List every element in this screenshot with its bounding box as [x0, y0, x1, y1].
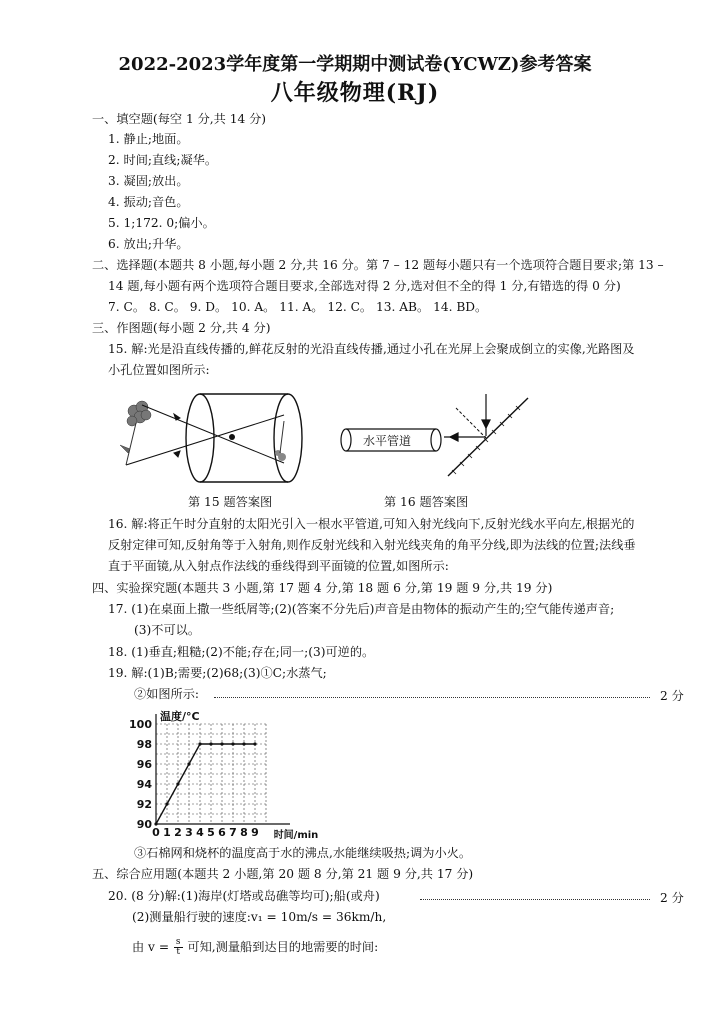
q16-text-1: 16. 解:将正午时分直射的太阳光引入一根水平管道,可知入射光线向下,反射光线水平向左,根据光的: [108, 517, 635, 531]
temperature-chart: [126, 708, 330, 840]
q19-score: 2 分: [660, 689, 684, 703]
x-tick-label: 8: [240, 826, 248, 839]
x-tick-label: 5: [207, 826, 215, 839]
q19-dot-leader: [214, 697, 650, 698]
q20-frac-num: s: [175, 937, 181, 947]
answer-1: 1. 静止;地面。: [108, 132, 189, 146]
answer-4: 4. 振动;音色。: [108, 195, 189, 209]
q17-text-2: (3)不可以。: [134, 623, 201, 637]
q16-text-3: 直于平面镜,从入射点作法线的垂线得到平面镜的位置,如图所示:: [108, 559, 449, 573]
y-tick-label: 92: [136, 798, 152, 811]
flower-icon: [120, 401, 151, 465]
q20-formula-lead: 由 v =: [132, 940, 170, 954]
q19-text-2: ②如图所示:: [134, 687, 200, 701]
inverted-image-icon: [275, 421, 286, 461]
answer-3: 3. 凝固;放出。: [108, 174, 189, 188]
answer-5: 5. 1;172. 0;偏小。: [108, 216, 215, 230]
fig16-caption: 第 16 题答案图: [384, 495, 469, 509]
data-point: [187, 762, 190, 765]
incident-ray: [482, 394, 490, 436]
section-3-heading: 三、作图题(每小题 2 分,共 4 分): [92, 321, 271, 335]
reflected-ray: [444, 433, 486, 441]
q15-text-2: 小孔位置如图所示:: [108, 363, 210, 377]
y-tick-label: 100: [129, 718, 152, 731]
q20-frac-den: t: [176, 947, 181, 957]
data-point: [231, 742, 234, 745]
section-5-heading: 五、综合应用题(本题共 2 小题,第 20 题 8 分,第 21 题 9 分,共 17 分): [92, 867, 474, 881]
q19-text-1: 19. 解:(1)B;需要;(2)68;(3)①C;水蒸气;: [108, 666, 327, 680]
light-box: [186, 394, 302, 482]
data-point: [198, 742, 201, 745]
q19-text-3: ③石棉网和烧杯的温度高于水的沸点,水能继续吸热;调为小火。: [134, 846, 472, 860]
data-point: [165, 802, 168, 805]
q20-text-2: (2)测量船行驶的速度:v₁ = 10m/s = 36km/h,: [132, 910, 387, 924]
x-tick-label: 3: [185, 826, 193, 839]
q20-formula-tail: 可知,测量船到达目的地需要的时间:: [187, 940, 379, 954]
x-tick-label: 6: [218, 826, 226, 839]
page-title: 2022-2023学年度第一学期期中测试卷(YCWZ)参考答案: [118, 54, 592, 75]
q20-dot-leader: [420, 899, 650, 900]
y-tick-label: 96: [136, 758, 152, 771]
section-1-heading: 一、填空题(每空 1 分,共 14 分): [92, 112, 267, 126]
q20-text-3: [132, 938, 378, 957]
data-point: [242, 742, 245, 745]
data-point: [220, 742, 223, 745]
q16-text-2: 反射定律可知,反射角等于入射角,则作反射光线和入射光线夹角的角平分线,即为法线的位置;法线垂: [108, 538, 636, 552]
x-tick-label: 1: [163, 826, 171, 839]
x-tick-label: 0: [152, 826, 160, 839]
x-tick-label: 9: [251, 826, 259, 839]
q15-text-1: 15. 解:光是沿直线传播的,鲜花反射的光沿直线传播,通过小孔在光屏上会聚成倒立的实像,光路图及: [108, 342, 635, 356]
data-point: [176, 782, 179, 785]
fig16-mirror-diagram: [336, 390, 536, 480]
y-tick-label: 90: [136, 818, 152, 831]
q18-text: 18. (1)垂直;粗糙;(2)不能;存在;同一;(3)可逆的。: [108, 645, 375, 659]
fig16-tube-label: 水平管道: [363, 434, 412, 448]
x-tick-label: 4: [196, 826, 204, 839]
data-point: [209, 742, 212, 745]
fig15-caption: 第 15 题答案图: [188, 495, 273, 509]
answer-6: 6. 放出;升华。: [108, 237, 189, 251]
data-point: [154, 822, 157, 825]
x-axis-label: 时间/min: [273, 830, 319, 840]
normal-line: [456, 408, 486, 438]
y-tick-label: 98: [136, 738, 152, 751]
y-axis-label: 温度/°C: [160, 710, 200, 723]
x-tick-label: 7: [229, 826, 237, 839]
answer-2: 2. 时间;直线;凝华。: [108, 153, 218, 167]
q17-text-1: 17. (1)在桌面上撒一些纸屑等;(2)(答案不分先后)声音是由物体的振动产生的;空气能传递声音;: [108, 602, 615, 616]
data-point: [253, 742, 256, 745]
q20-score: 2 分: [660, 891, 684, 905]
choice-answers: 7. C。 8. C。 9. D。 10. A。 11. A。 12. C。 13. AB。 14. BD。: [108, 300, 488, 314]
page-subtitle: 八年级物理(RJ): [270, 80, 440, 106]
y-tick-label: 94: [136, 778, 152, 791]
q20-text-1: 20. (8 分)解:(1)海岸(灯塔或岛礁等均可);船(或舟): [108, 889, 380, 903]
x-tick-label: 2: [174, 826, 182, 839]
q20-fraction: [174, 938, 183, 957]
section-2-heading: 二、选择题(本题共 8 小题,每小题 2 分,共 16 分。第 7 – 12 题每小题只有一个选项符合题目要求;第 13 –: [92, 258, 664, 272]
pinhole-dot: [229, 434, 235, 440]
section-2-heading-cont: 14 题,每小题有两个选项符合题目要求,全部选对得 2 分,选对但不全的得 1 分,有错选的得 0 分): [108, 279, 621, 293]
section-4-heading: 四、实验探究题(本题共 3 小题,第 17 题 4 分,第 18 题 6 分,第 19 题 9 分,共 19 分): [92, 581, 553, 595]
fig15-pinhole-diagram: [112, 383, 322, 483]
